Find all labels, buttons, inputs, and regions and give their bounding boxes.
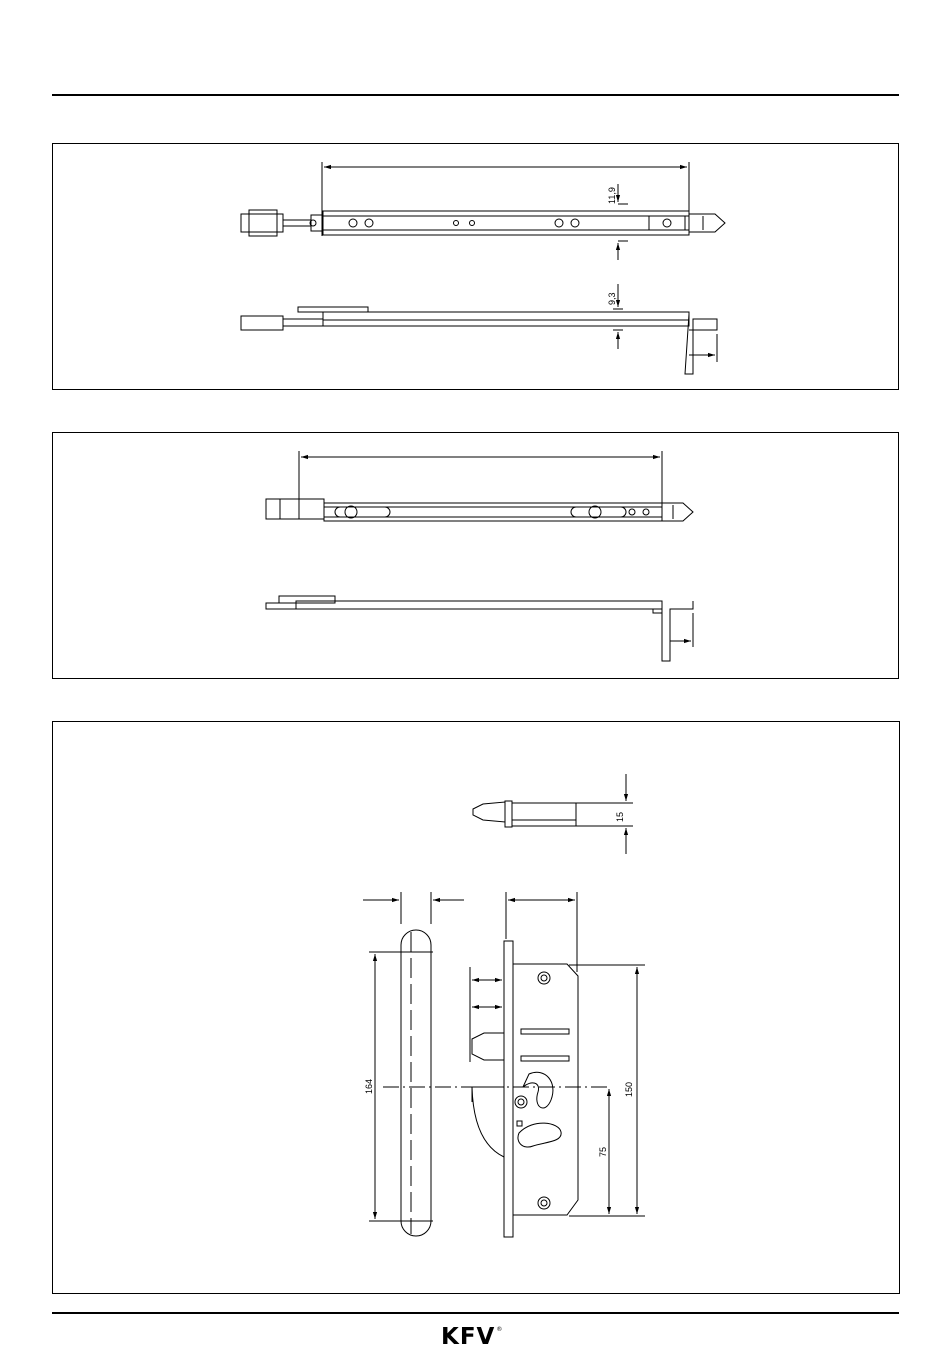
latch-height-label: 15 xyxy=(615,811,625,822)
handle-length-label: 164 xyxy=(364,1078,374,1094)
flush-bolt-front-view xyxy=(241,210,725,236)
lock-body-svg xyxy=(53,722,901,1295)
flush-bolt-svg xyxy=(53,144,900,391)
side-thickness-label: 9,3 xyxy=(607,292,617,305)
lock-body xyxy=(472,941,578,1237)
slotted-bolt-front-view xyxy=(266,499,693,521)
panel-flush-bolt-drawing xyxy=(52,143,899,390)
logo-text: KFV xyxy=(441,1324,496,1350)
registered-mark: ® xyxy=(496,1326,504,1333)
kfv-logo xyxy=(441,1324,503,1350)
flush-handle xyxy=(401,930,431,1236)
thickness-label: 11,9 xyxy=(607,187,617,204)
body-height-label: 150 xyxy=(624,1081,634,1097)
slotted-bolt-svg xyxy=(53,433,900,680)
header-rule xyxy=(52,94,899,96)
latch-top-view xyxy=(473,801,576,827)
slotted-bolt-side-view xyxy=(266,596,693,661)
footer-rule xyxy=(52,1312,899,1314)
flush-bolt-side-view xyxy=(241,307,717,374)
follower-height-label: 75 xyxy=(598,1146,608,1157)
panel-lock-body-drawing xyxy=(52,721,900,1294)
panel-slotted-bolt-drawing xyxy=(52,432,899,679)
